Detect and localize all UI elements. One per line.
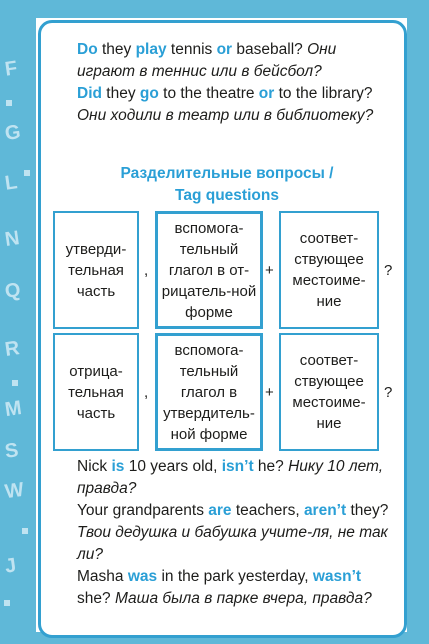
translation: Они ходили в театр или в библиотеку? (77, 107, 374, 124)
sentence-text: tennis (166, 41, 217, 58)
example-sentence (77, 39, 397, 83)
keyword: or (258, 85, 275, 102)
section-title-ru: Разделительные вопросы / (120, 165, 334, 182)
decor-dot (24, 170, 30, 176)
question-mark: ? (384, 262, 393, 279)
sentence-text: Your grandparents (77, 502, 209, 519)
translation: Твои дедушка и бабушка учите-ля, не так ли? (77, 524, 388, 563)
keyword: is (111, 458, 125, 475)
negative-part-label: отрица-тельная часть (68, 362, 124, 422)
keyword: Do (77, 41, 98, 58)
sentence-text: teachers, (231, 502, 304, 519)
keyword: are (208, 502, 232, 519)
bottom-examples (77, 456, 397, 610)
keyword: wasn’t (312, 568, 362, 585)
negative-auxiliary-box (155, 211, 263, 329)
comma-separator: , (144, 262, 149, 279)
negative-auxiliary-label: вспомога-тельный глагол в от-рицатель-ной форме (161, 219, 257, 321)
keyword: or (216, 41, 233, 58)
decor-dot (6, 100, 12, 106)
pronoun-box (279, 333, 379, 451)
decor-letter: S (3, 439, 20, 463)
sentence-text: she? (77, 590, 111, 607)
keyword: aren’t (303, 502, 347, 519)
example-sentence (77, 500, 397, 566)
comma-separator: , (144, 384, 149, 401)
keyword: play (135, 41, 167, 58)
example-sentence (77, 456, 397, 500)
decor-dot (22, 528, 28, 534)
keyword: go (139, 85, 159, 102)
affirmative-auxiliary-label: вспомога-тельный глагол в утвердитель-ной форме (163, 341, 255, 443)
decor-letter: F (3, 57, 19, 81)
decor-letter: L (3, 171, 19, 195)
top-examples (77, 39, 397, 127)
decor-letter: J (3, 554, 18, 578)
translation: Они играют в теннис или в бейсбол? (77, 41, 337, 80)
decor-dot (4, 600, 10, 606)
pronoun-label: соответ-ствующее местоиме-ние (292, 352, 366, 432)
decor-letter: W (3, 478, 26, 504)
affirmative-part-label: утверди-тельная часть (65, 240, 127, 300)
keyword: Did (77, 85, 102, 102)
content-card (38, 20, 407, 638)
section-title (77, 163, 377, 207)
decor-letter: N (3, 227, 21, 251)
decor-letter: M (3, 396, 24, 422)
top-border-strip (0, 0, 429, 18)
translation: Нику 10 лет, правда? (77, 458, 384, 497)
sentence-text: baseball? (232, 41, 303, 58)
keyword: isn’t (221, 458, 254, 475)
affirmative-part-box (53, 211, 139, 329)
question-mark: ? (384, 384, 393, 401)
keyword: was (127, 568, 158, 585)
sentence-text: they (101, 85, 140, 102)
section-title-en: Tag questions (175, 187, 279, 204)
negative-part-box (53, 333, 139, 451)
sentence-text: to the library? (274, 85, 373, 102)
pronoun-box (279, 211, 379, 329)
example-sentence (77, 83, 397, 127)
left-decor-strip (0, 0, 36, 644)
sentence-text: 10 years old, (124, 458, 222, 475)
sentence-text: they (97, 41, 136, 58)
decor-letter: Q (3, 279, 22, 303)
decor-dot (12, 380, 18, 386)
sentence-text: Masha (77, 568, 128, 585)
affirmative-auxiliary-box (155, 333, 263, 451)
sentence-text: they? (346, 502, 389, 519)
decor-letter: G (3, 121, 22, 145)
translation: Маша была в парке вчера, правда? (114, 590, 372, 607)
right-border-strip (407, 0, 429, 644)
sentence-text: to the theatre (158, 85, 259, 102)
example-sentence (77, 566, 397, 610)
plus-sign: + (265, 262, 274, 279)
pronoun-label: соответ-ствующее местоиме-ние (292, 230, 366, 310)
sentence-text: in the park yesterday, (157, 568, 313, 585)
plus-sign: + (265, 384, 274, 401)
sentence-text: he? (253, 458, 284, 475)
decor-letter: R (3, 337, 21, 361)
sentence-text: Nick (77, 458, 112, 475)
